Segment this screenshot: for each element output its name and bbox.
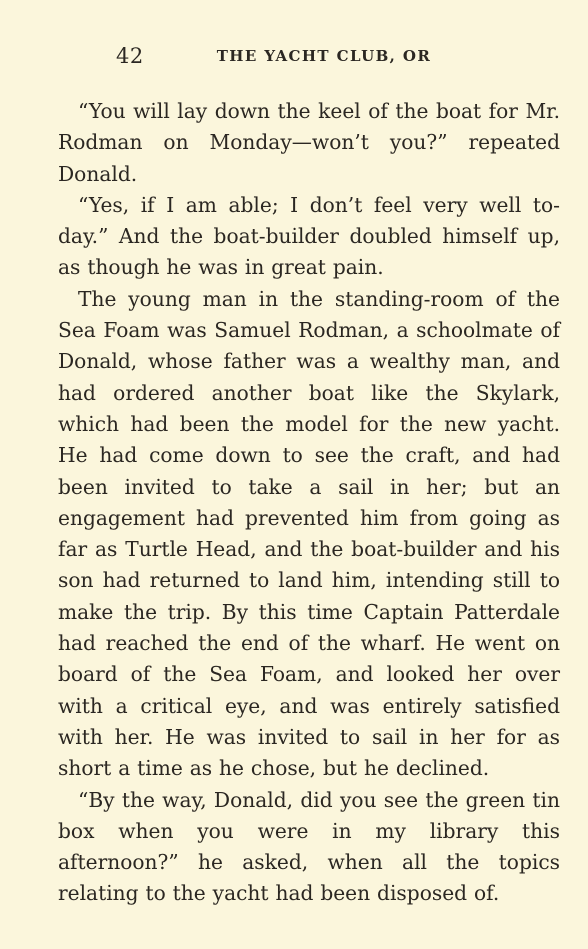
paragraph: “By the way, Donald, did you see the green tin box when you were in my library this afternoon?” he asked, when all the topics relating to the yacht had been disposed of. <box>58 787 560 906</box>
paragraph: “You will lay down the keel of the boat for Mr. Rodman on Monday—won’t you?” repeated Donald. <box>58 99 560 186</box>
page-number: 42 <box>116 44 144 68</box>
page-header <box>58 0 560 68</box>
page-body <box>58 96 560 910</box>
paragraph: “Yes, if I am able; I don’t feel very well to-day.” And the boat-builder doubled himself up, as though he was in great pain. <box>58 192 560 280</box>
paragraph: The young man in the standing-room of the Sea Foam was Samuel Rodman, a schoolmate of Donald, whose father was a wealthy man, and had ordered another boat like the Skylark, which had been the model for the new yacht. He had come down to see the craft, and had been invited to take a sail in her; but an engagement had prevented him from going as far as Turtle Head, and the boat-builder and his son had returned to land him, intending still to make the trip. By this time Captain Patterdale had reached the end of the wharf. He went on board of the Sea Foam, and looked her over with a critical eye, and was entirely satisfied with her. He was invited to sail in her for as short a time as he chose, but he declined. <box>58 286 560 781</box>
running-head: THE YACHT CLUB, OR <box>216 47 432 65</box>
